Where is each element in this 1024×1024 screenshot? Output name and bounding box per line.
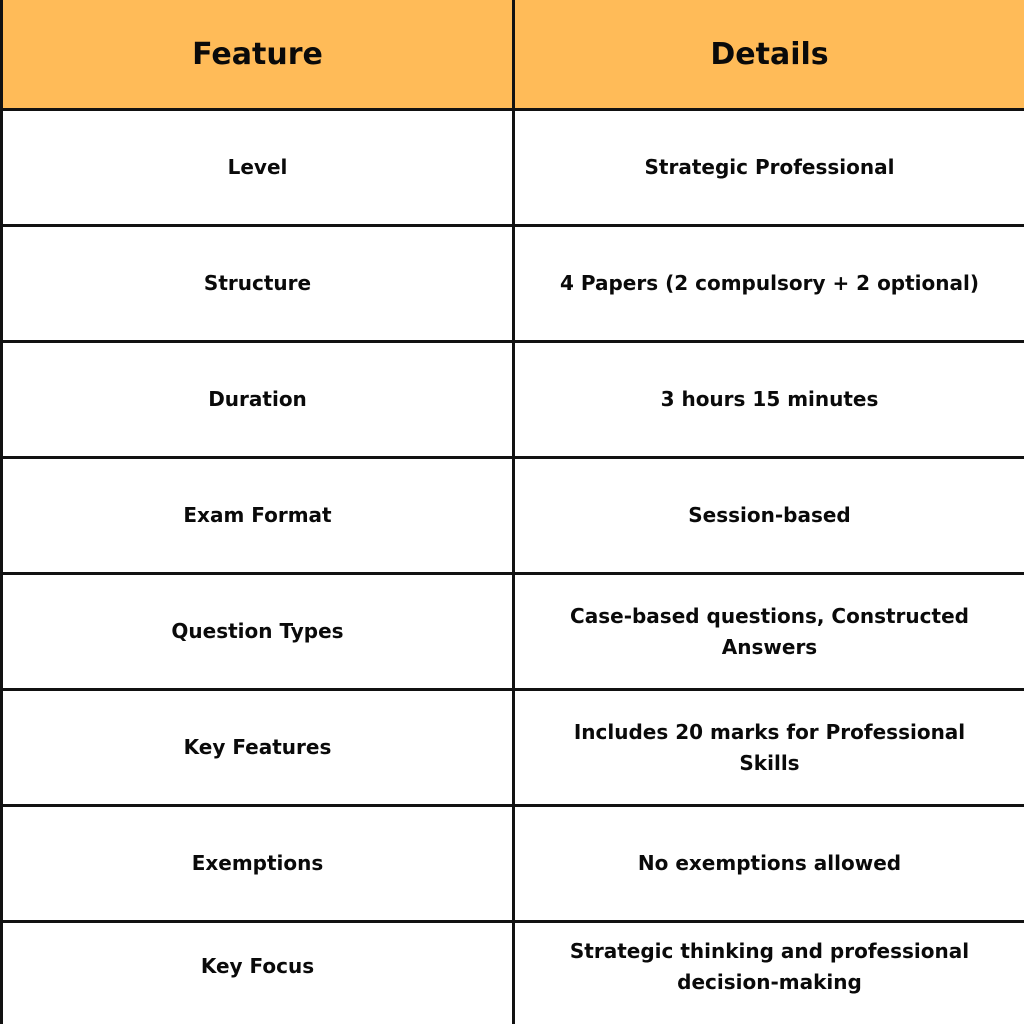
details-cell-structure: 4 Papers (2 compulsory + 2 optional) bbox=[515, 227, 1024, 340]
details-cell-exemptions: No exemptions allowed bbox=[515, 807, 1024, 920]
feature-cell-question-types: Question Types bbox=[3, 575, 512, 688]
details-cell-level: Strategic Professional bbox=[515, 111, 1024, 224]
details-cell-exam-format: Session-based bbox=[515, 459, 1024, 572]
feature-cell-level: Level bbox=[3, 111, 512, 224]
details-cell-duration: 3 hours 15 minutes bbox=[515, 343, 1024, 456]
feature-cell-exam-format: Exam Format bbox=[3, 459, 512, 572]
feature-cell-key-focus: Key Focus bbox=[3, 923, 512, 1024]
column-header-details: Details bbox=[515, 0, 1024, 108]
feature-cell-key-features: Key Features bbox=[3, 691, 512, 804]
feature-cell-structure: Structure bbox=[3, 227, 512, 340]
column-header-feature: Feature bbox=[3, 0, 512, 108]
feature-cell-exemptions: Exemptions bbox=[3, 807, 512, 920]
details-cell-key-focus: Strategic thinking and professional decision-making bbox=[515, 923, 1024, 1024]
feature-cell-duration: Duration bbox=[3, 343, 512, 456]
details-cell-question-types: Case-based questions, Constructed Answers bbox=[515, 575, 1024, 688]
details-cell-key-features: Includes 20 marks for Professional Skills bbox=[515, 691, 1024, 804]
